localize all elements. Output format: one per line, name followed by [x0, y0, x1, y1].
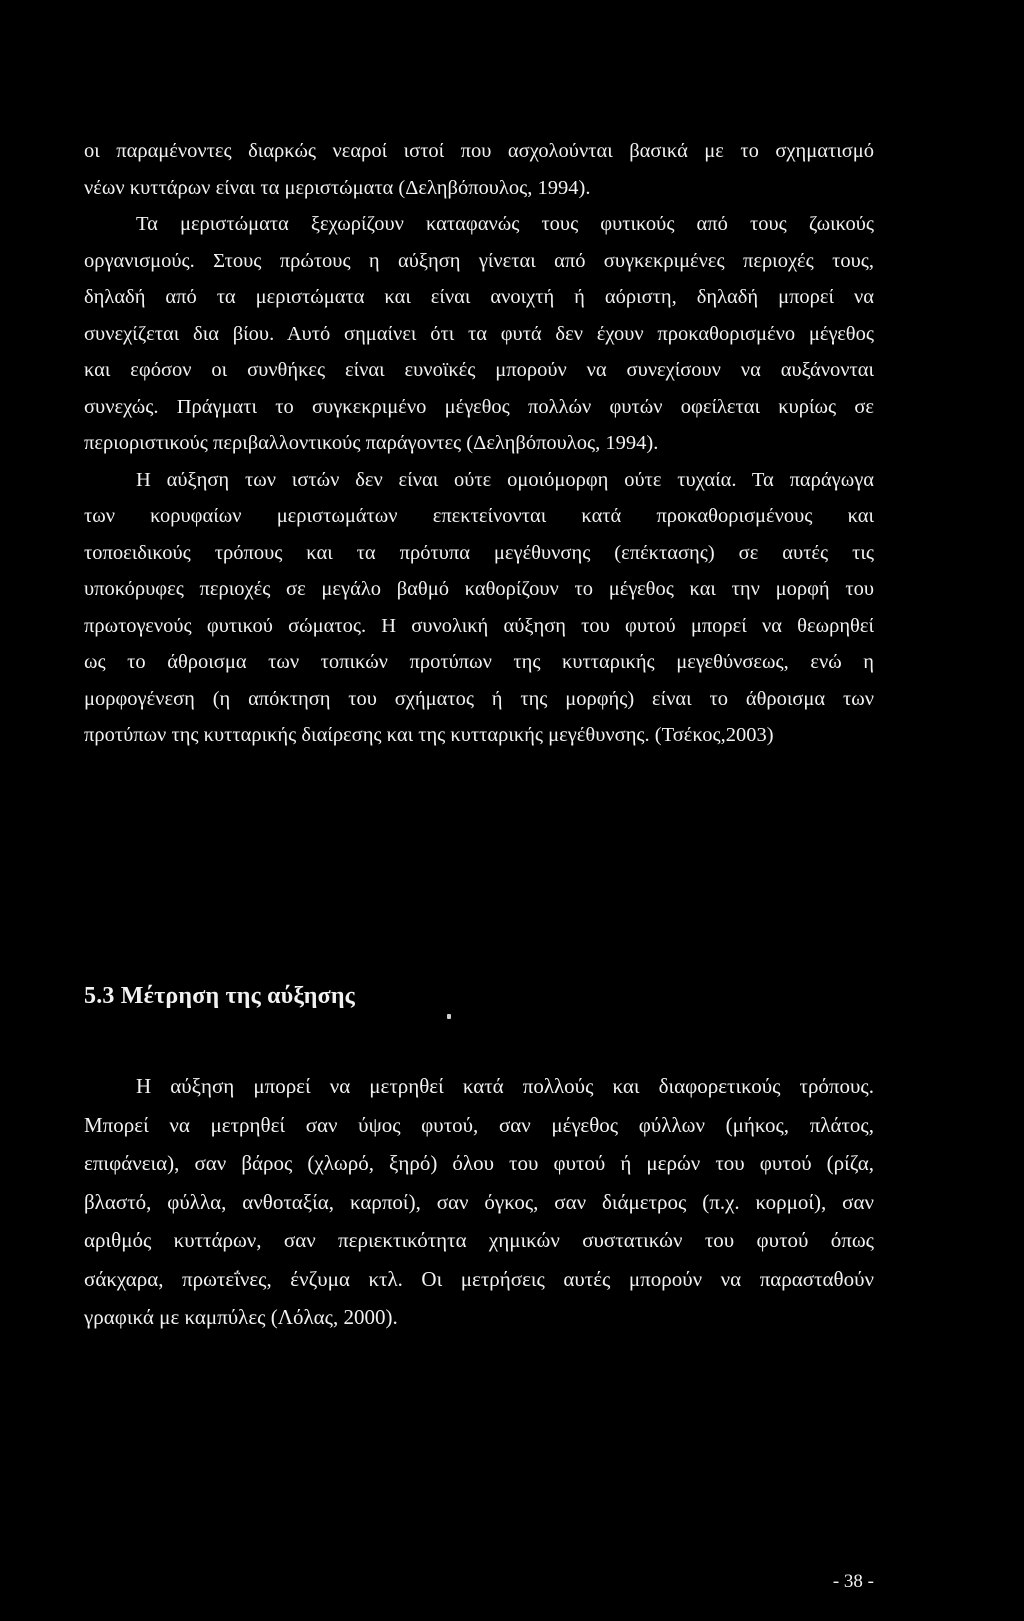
- section-heading: 5.3 Μέτρηση της αύξησης: [84, 983, 356, 1009]
- scan-speck: [447, 1014, 451, 1019]
- text-line: Τα μεριστώματα ξεχωρίζουν καταφανώς τους φυτικούς από τους ζωικούς: [136, 213, 874, 235]
- text-line: συνεχώς. Πράγματι το συγκεκριμένο μέγεθος πολλών φυτών οφείλεται κυρίως σε: [84, 395, 874, 418]
- text-line: πρωτογενούς φυτικού σώματος. Η συνολική αύξηση του φυτού μπορεί να θεωρηθεί: [84, 614, 874, 637]
- text-line: νέων κυττάρων είναι τα μεριστώματα (Δεληβόπουλος, 1994).: [84, 176, 591, 199]
- text-line: περιοριστικούς περιβαλλοντικούς παράγοντες (Δεληβόπουλος, 1994).: [84, 432, 659, 454]
- text-line: Η αύξηση των ιστών δεν είναι ούτε ομοιόμορφη ούτε τυχαία. Τα παράγωγα: [136, 468, 874, 491]
- text-line: ως το άθροισμα των τοπικών προτύπων της κυτταρικής μεγεθύνσεως, ενώ η: [84, 651, 874, 673]
- text-line: οι παραμένοντες διαρκώς νεαροί ιστοί που ασχολούνται βασικά με το σχηματισμό: [84, 140, 874, 162]
- text-line: οργανισμούς. Στους πρώτους η αύξηση γίνεται από συγκεκριμένες περιοχές τους,: [84, 249, 874, 272]
- text-line: βλαστό, φύλλα, ανθοταξία, καρποί), σαν όγκος, σαν διάμετρος (π.χ. κορμοί), σαν: [84, 1189, 874, 1214]
- text-line: δηλαδή από τα μεριστώματα και είναι ανοιχτή ή αόριστη, δηλαδή μπορεί να: [84, 286, 874, 308]
- text-line: Η αύξηση μπορεί να μετρηθεί κατά πολλούς και διαφορετικούς τρόπους.: [136, 1074, 874, 1098]
- text-line: αριθμός κυττάρων, σαν περιεκτικότητα χημικών συστατικών του φυτού όπως: [84, 1228, 874, 1252]
- text-line: των κορυφαίων μεριστωμάτων επεκτείνονται κατά προκαθορισμένους και: [84, 505, 874, 527]
- page-number: - 38 -: [832, 1571, 874, 1592]
- text-line: επιφάνεια), σαν βάρος (χλωρό, ξηρό) όλου του φυτού ή μερών του φυτού (ρίζα,: [84, 1151, 874, 1175]
- text-line: γραφικά με καμπύλες (Λόλας, 2000).: [84, 1305, 398, 1329]
- text-block-top: [84, 133, 874, 754]
- text-line: τοποειδικούς τρόπους και τα πρότυπα μεγέθυνσης (επέκτασης) σε αυτές τις: [84, 541, 874, 564]
- text-line: και εφόσον οι συνθήκες είναι ευνοϊκές μπορούν να συνεχίσουν να αυξάνονται: [84, 359, 874, 381]
- text-line: Μπορεί να μετρηθεί σαν ύψος φυτού, σαν μέγεθος φύλλων (μήκος, πλάτος,: [84, 1112, 874, 1137]
- text-line: υποκόρυφες περιοχές σε μεγάλο βαθμό καθορίζουν το μέγεθος και την μορφή του: [84, 578, 874, 600]
- text-line: σάκχαρα, πρωτεΐνες, ένζυμα κτλ. Οι μετρήσεις αυτές μπορούν να παρασταθούν: [84, 1266, 874, 1291]
- text-line: μορφογένεση (η απόκτηση του σχήματος ή της μορφής) είναι το άθροισμα των: [84, 687, 874, 710]
- text-block-bottom: [84, 1067, 874, 1337]
- text-line: συνεχίζεται δια βίου. Αυτό σημαίνει ότι τα φυτά δεν έχουν προκαθορισμένο μέγεθος: [84, 322, 874, 345]
- text-line: προτύπων της κυτταρικής διαίρεσης και της κυτταρικής μεγέθυνσης. (Τσέκος,2003): [84, 724, 774, 746]
